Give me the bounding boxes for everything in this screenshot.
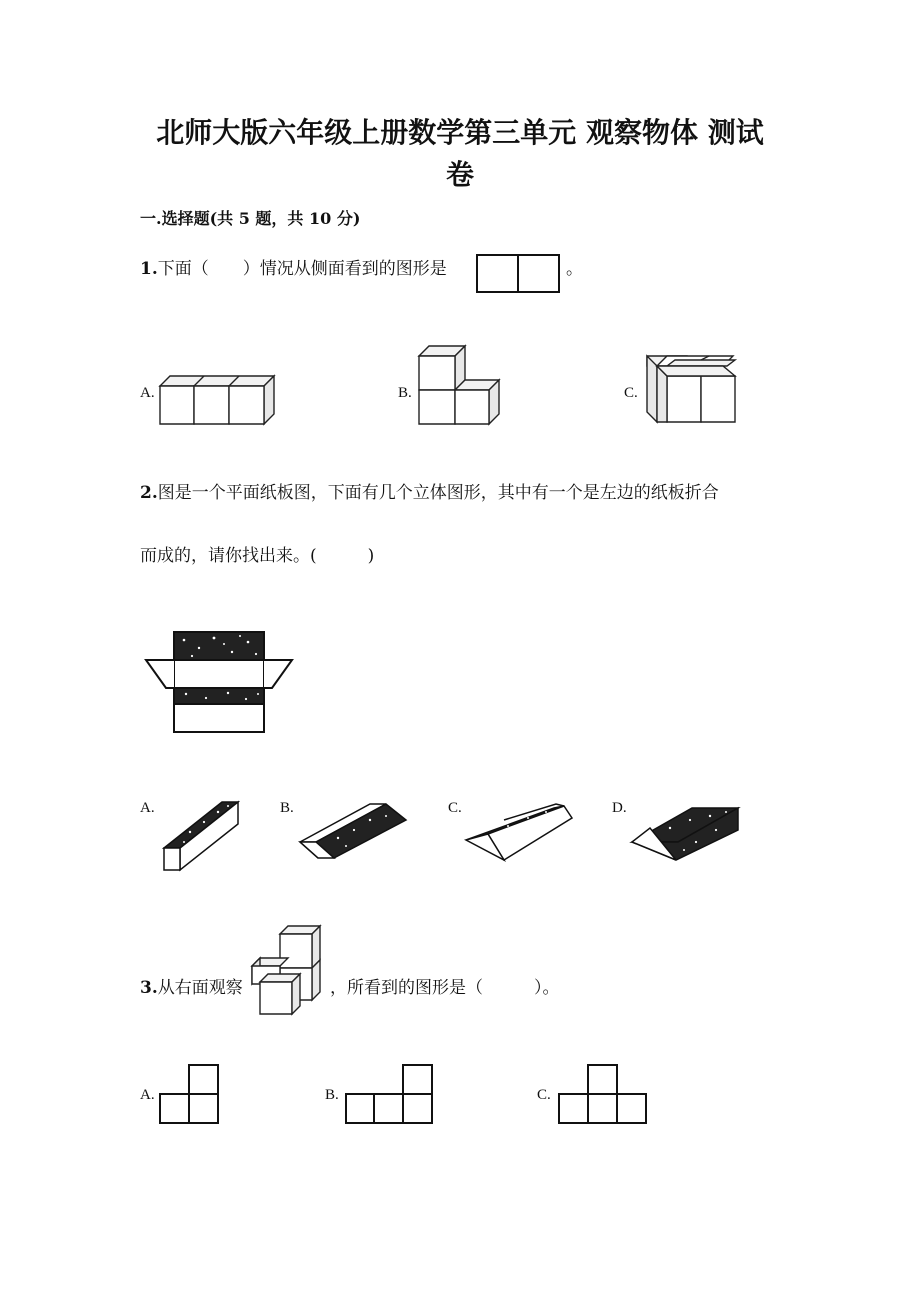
question-number: 2. [140, 483, 158, 503]
q3-option-a-label[interactable]: A. [140, 1087, 155, 1103]
q3-solid-figure [250, 924, 326, 1016]
q1-option-a-label[interactable]: A. [140, 385, 155, 401]
q2-option-a-label[interactable]: A. [140, 800, 155, 816]
title-line-1: 北师大版六年级上册数学第三单元 观察物体 测试 [156, 116, 764, 149]
q2-option-c-label[interactable]: C. [448, 800, 462, 816]
section-heading: 一.选择题(共 5 题，共 10 分) [140, 209, 361, 228]
title-line-2: 卷 [445, 158, 474, 191]
question-number: 3. [140, 978, 158, 998]
question-text: 从右面观察 [157, 978, 243, 998]
q2-option-a-figure[interactable] [160, 798, 242, 872]
q3-option-c-figure[interactable] [558, 1064, 648, 1126]
q3-option-b-figure[interactable] [345, 1064, 435, 1126]
q1-side-view-figure [476, 254, 560, 294]
question-number: 1. [140, 259, 158, 279]
q2-option-d-label[interactable]: D. [612, 800, 627, 816]
question-3 [140, 973, 243, 998]
page-title [60, 112, 860, 196]
question-text-end: ，所看到的图形是（ ）。 [330, 978, 560, 998]
q3-option-b-label[interactable]: B. [325, 1087, 339, 1103]
q1-option-a-figure[interactable] [158, 374, 278, 426]
question-end-mark: 。 [566, 259, 583, 279]
q2-option-b-label[interactable]: B. [280, 800, 294, 816]
q2-paper-net-figure [144, 630, 294, 736]
q2-option-c-figure[interactable] [464, 798, 576, 868]
q1-option-c-label[interactable]: C. [624, 385, 638, 401]
q1-option-b-label[interactable]: B. [398, 385, 412, 401]
question-text: 下面（ ）情况从侧面看到的图形是 [157, 259, 447, 279]
q3-option-c-label[interactable]: C. [537, 1087, 551, 1103]
q1-option-c-figure[interactable] [643, 352, 743, 428]
q1-option-b-figure[interactable] [417, 344, 503, 428]
q2-option-b-figure[interactable] [298, 798, 410, 864]
question-2 [140, 478, 719, 503]
q2-option-d-figure[interactable] [630, 798, 742, 868]
question-2-line-2: 而成的，请你找出来。( ) [140, 546, 375, 566]
question-text-line-1: 图是一个平面纸板图，下面有几个立体图形，其中有一个是左边的纸板折合 [157, 483, 719, 503]
q3-option-a-figure[interactable] [159, 1064, 221, 1126]
question-1 [140, 254, 447, 279]
